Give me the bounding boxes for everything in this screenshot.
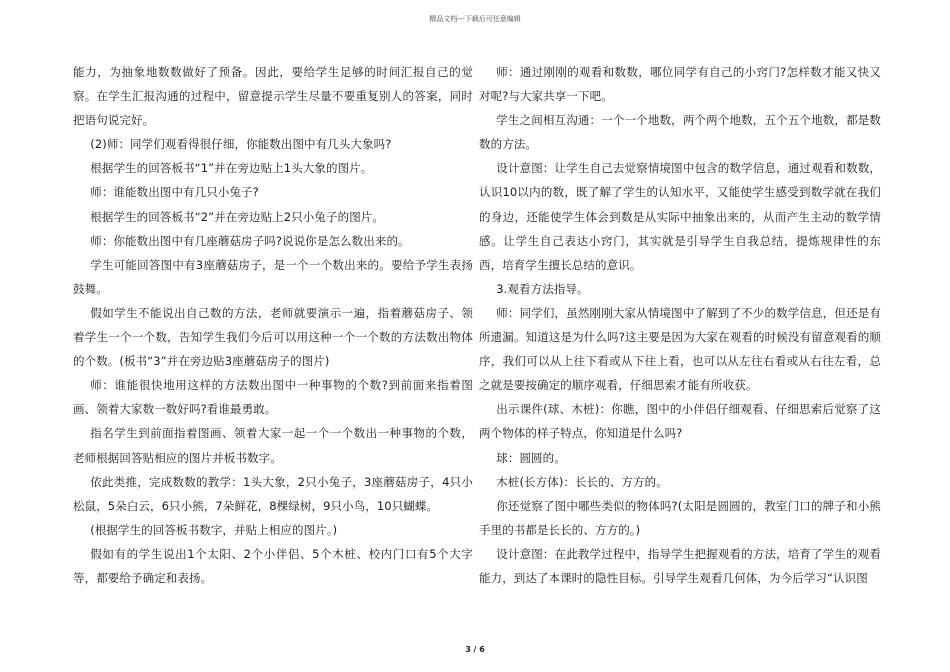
- paragraph: 根据学生的回答板书“1”并在旁边贴上1头大象的图片。: [90, 161, 373, 176]
- page-number: 3 / 6: [465, 645, 485, 654]
- paragraph: 木桩(长方体)：长长的、方方的。: [496, 474, 668, 489]
- paragraph: 假如有的学生说出1个太阳、2个小伴侣、5个木桩、校内门口有5个大字等，都要给予确定和表扬。: [73, 546, 473, 585]
- paragraph: 能力，为抽象地数数做好了预备。因此，要给学生足够的时间汇报自己的觉察。在学生汇报沟通的过程中，留意提示学生尽量不要重复别人的答案，同时把语句说完好。: [73, 65, 473, 128]
- left-column: [73, 60, 473, 590]
- paragraph: 指名学生到前面指着图画、领着大家一起一个一个数出一种事物的个数，老师根据回答贴相应的图片并板书数字。: [73, 426, 473, 465]
- paragraph: 球：圆圆的。: [496, 450, 566, 465]
- paragraph: 师：谁能很快地用这样的方法数出图中一种事物的个数?到前面来指着图画、领着大家数一数好吗?看谁最勇敢。: [73, 378, 473, 417]
- paragraph: 师：通过刚刚的观看和数数，哪位同学有自己的小窍门?怎样数才能又快又对呢?与大家共享一下吧。: [479, 65, 881, 104]
- paragraph: (根据学生的回答板书数字，并贴上相应的图片。): [90, 522, 338, 537]
- paragraph: 依此类推，完成数数的教学：1头大象，2只小兔子，3座蘑菇房子，4只小松鼠，5朵白云，6只小熊，7朵鲜花，8棵绿树，9只小鸟，10只蝴蝶。: [73, 474, 473, 513]
- paragraph: 设计意图：在此教学过程中，指导学生把握观看的方法，培育了学生的观看能力，到达了本课时的隐性目标。引导学生观看几何体，为今后学习“认识图: [479, 546, 881, 585]
- paragraph: 出示课件(球、木桩)：你瞧，图中的小伴侣仔细观看、仔细思索后觉察了这两个物体的样子特点，你知道是什么吗?: [479, 402, 881, 441]
- paragraph: 假如学生不能说出自己数的方法，老师就要演示一遍，指着蘑菇房子、领着学生一个一个数，告知学生我们今后可以用这种一个一个数的方法数出物体的个数。(板书“3”并在旁边贴3座蘑菇房子的图片): [73, 305, 473, 369]
- paragraph: 师：谁能数出图中有几只小兔子?: [90, 185, 259, 200]
- paragraph: 你还觉察了图中哪些类似的物体吗?(太阳是圆圆的，教室门口的牌子和小熊手里的书都是长长的、方方的。): [479, 498, 881, 537]
- page-header: 精品文档---下载后可任意编辑: [429, 15, 521, 23]
- paragraph: 根据学生的回答板书“2”并在旁边贴上2只小兔子的图片。: [90, 209, 384, 224]
- right-column: [479, 60, 881, 590]
- paragraph: 学生之间相互沟通：一个一个地数，两个两个地数，五个五个地数，都是数数的方法。: [479, 113, 881, 152]
- paragraph: 师：你能数出图中有几座蘑菇房子吗?说说你是怎么数出来的。: [90, 233, 410, 248]
- paragraph: 学生可能回答图中有3座蘑菇房子，是一个一个数出来的。要给予学生表扬鼓舞。: [73, 257, 473, 296]
- paragraph: (2)师：同学们观看得很仔细，你能数出图中有几头大象吗?: [90, 137, 392, 152]
- paragraph: 师：同学们，虽然刚刚大家从情境图中了解到了不少的数学信息，但还是有所遗漏。知道这是为什么吗?这主要是因为大家在观看的时候没有留意观看的顺序，我们可以从上往下看或从下往上看，也可以从左往右看或从右往左看，总之就是要按确定的顺序观看，仔细思索才能有所收获。: [479, 305, 881, 393]
- paragraph: 设计意图：让学生自己去觉察情境图中包含的数学信息，通过观看和数数，认识10以内的数，既了解了学生的认知水平，又能使学生感受到数学就在我们的身边，还能使学生体会到数是从实际中抽象出来的，从而产生主动的数学情感。让学生自己表达小窍门，其实就是引导学生自我总结，提炼规律性的东西，培育学生擅长总结的意识。: [479, 161, 881, 272]
- paragraph: 3.观看方法指导。: [496, 281, 589, 296]
